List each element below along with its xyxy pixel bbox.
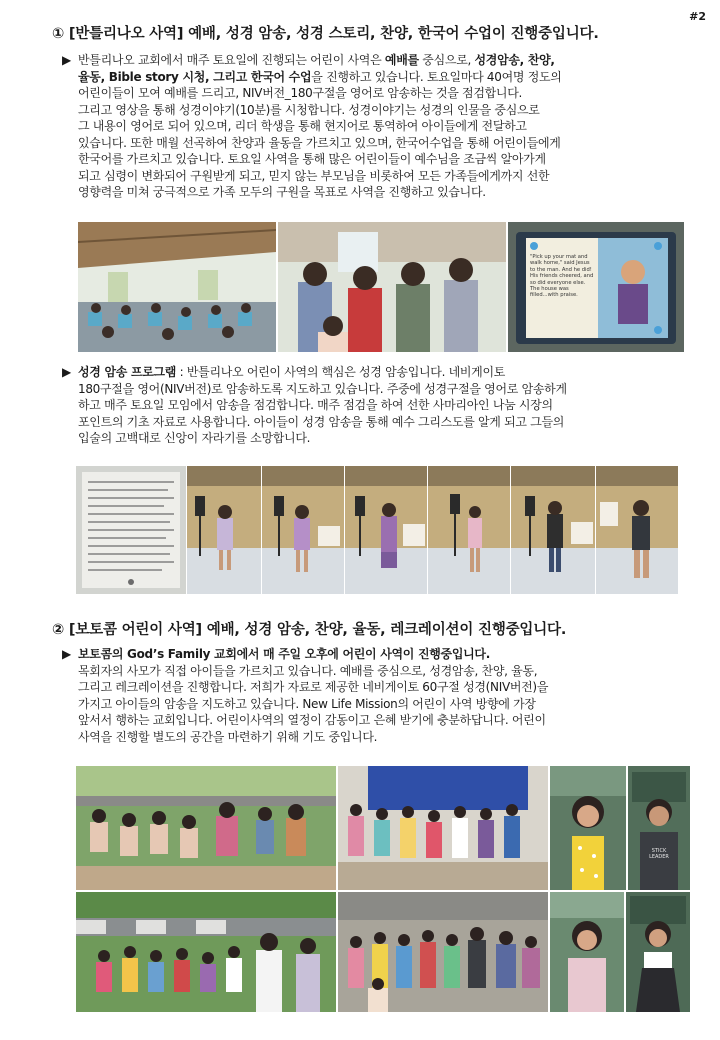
bullet-arrow-icon: ▶ bbox=[62, 647, 71, 661]
photo-church-gathering bbox=[78, 222, 276, 352]
bullet-arrow-icon: ▶ bbox=[62, 365, 71, 379]
photo-children-worship-standing bbox=[338, 766, 548, 890]
photo-boy-portrait bbox=[628, 766, 690, 890]
tshirt-text: STICK LEADER bbox=[649, 848, 669, 860]
photo-children-seated-group bbox=[338, 892, 548, 1012]
photo-recitation-child-6 bbox=[596, 466, 678, 594]
photo-recitation-child-1 bbox=[187, 466, 261, 594]
bullet-arrow-icon: ▶ bbox=[62, 53, 71, 67]
section1-paragraph2: ▶ 성경 암송 프로그램 : 반틀리나오 어린이 사역의 핵심은 성경 암송입니다. 네비게이토 180구절을 영어(NIV버전)로 암송하도록 지도하고 있습니다. 주중에 성경구절을 영어로 암송하게 하고 매주 토요일 모임에서 암송을 점검합니다. 매주 점검을 하여 선한 사마리아인 나눔 시장의 포인트의 기초 자료로 사용합니다. 아이들이 성경 암송을 통해 예수 그리스도를 알게 되고 그들의 입술의 고백대로 신앙이 자라기를 소망합니다. bbox=[62, 365, 567, 445]
section1-paragraph1: ▶ 반틀리나오 교회에서 매주 토요일에 진행되는 어린이 사역은 예배를 중심으로, 성경암송, 찬양, 율동, Bible story 시청, 그리고 한국어 수업을 진행하고 있습니다. 토요일마다 40여명 정도의 어린이들이 모여 예배를 드리고, NIV버전_180구절을 영어로 암송하는 것을 점검합니다. 그리고 영상을 통해 성경이야기(10분)를 시청합니다. 성경이야기는 성경의 인물을 중심으로 그 내용이 영어로 되어 있으며, 리더 학생을 통해 현지어로 통역하여 아이들에게 전달하고 있습니다. 또한 매월 선곡하여 찬양과 율동을 가르치고 있으며, 한국어수업을 통해 어린이들에게 한국어를 가르치고 있습니다. 토요일 사역을 통해 많은 어린이들이 예수님을 조금씩 알아가게 되고 심령이 변화되어 구원받게 되고, 믿지 않는 부모님을 비롯하여 모든 가족들에게까지 선한 영향력을 미쳐 궁극적으로 가족 모두의 구원을 목표로 사역을 진행하고 있습니다. bbox=[62, 53, 562, 199]
page-number: #2 bbox=[689, 10, 706, 23]
section1-title: ① [반틀리나오 사역] 예배, 성경 암송, 성경 스토리, 찬양, 한국어 수업이 진행중입니다. bbox=[52, 26, 599, 42]
photo-outdoor-group-tent bbox=[76, 892, 336, 1012]
tablet-caption: "Pick up your mat and walk home," said Jesus to the man. And he did! His friends cheered, and so did everyone else. The house was filled...with praise. bbox=[530, 254, 594, 299]
photo-recitation-child-2 bbox=[262, 466, 344, 594]
photo-verse-document bbox=[76, 466, 186, 594]
photo-girl-portrait-2 bbox=[550, 892, 624, 1012]
photo-recitation-child-4 bbox=[428, 466, 510, 594]
photo-girl-portrait-3 bbox=[626, 892, 690, 1012]
section2-title: ② [보토콤 어린이 사역] 예배, 성경 암송, 찬양, 율동, 레크레이션이 진행중입니다. bbox=[52, 622, 567, 638]
photo-girl-portrait bbox=[550, 766, 626, 890]
photo-recitation-child-5 bbox=[511, 466, 595, 594]
photo-bible-story-tablet bbox=[508, 222, 684, 352]
photo-recitation-child-3 bbox=[345, 466, 427, 594]
photo-sunday-class-circle bbox=[76, 766, 336, 890]
section2-paragraph1: ▶ 보토콤의 God’s Family 교회에서 매 주일 오후에 어린이 사역이 진행중입니다. 목회자의 사모가 직접 아이들을 가르치고 있습니다. 예배를 중심으로, 성경암송, 찬양, 율동, 그리고 레크레이션을 진행합니다. 저희가 자료로 제공한 네비게이토 60구절 성경(NIV버전)을 가지고 아이들의 암송을 지도하고 있습니다. New Life Mission의 어린이 사역 방향에 가장 앞서서 행하는 교회입니다. 어린이사역의 열정이 감동이고 은혜 받기에 충분하답니다. 어린이 사역을 진행할 별도의 공간을 마련하기 위해 기도 중입니다. bbox=[62, 647, 549, 744]
photo-children-reciting bbox=[278, 222, 506, 352]
